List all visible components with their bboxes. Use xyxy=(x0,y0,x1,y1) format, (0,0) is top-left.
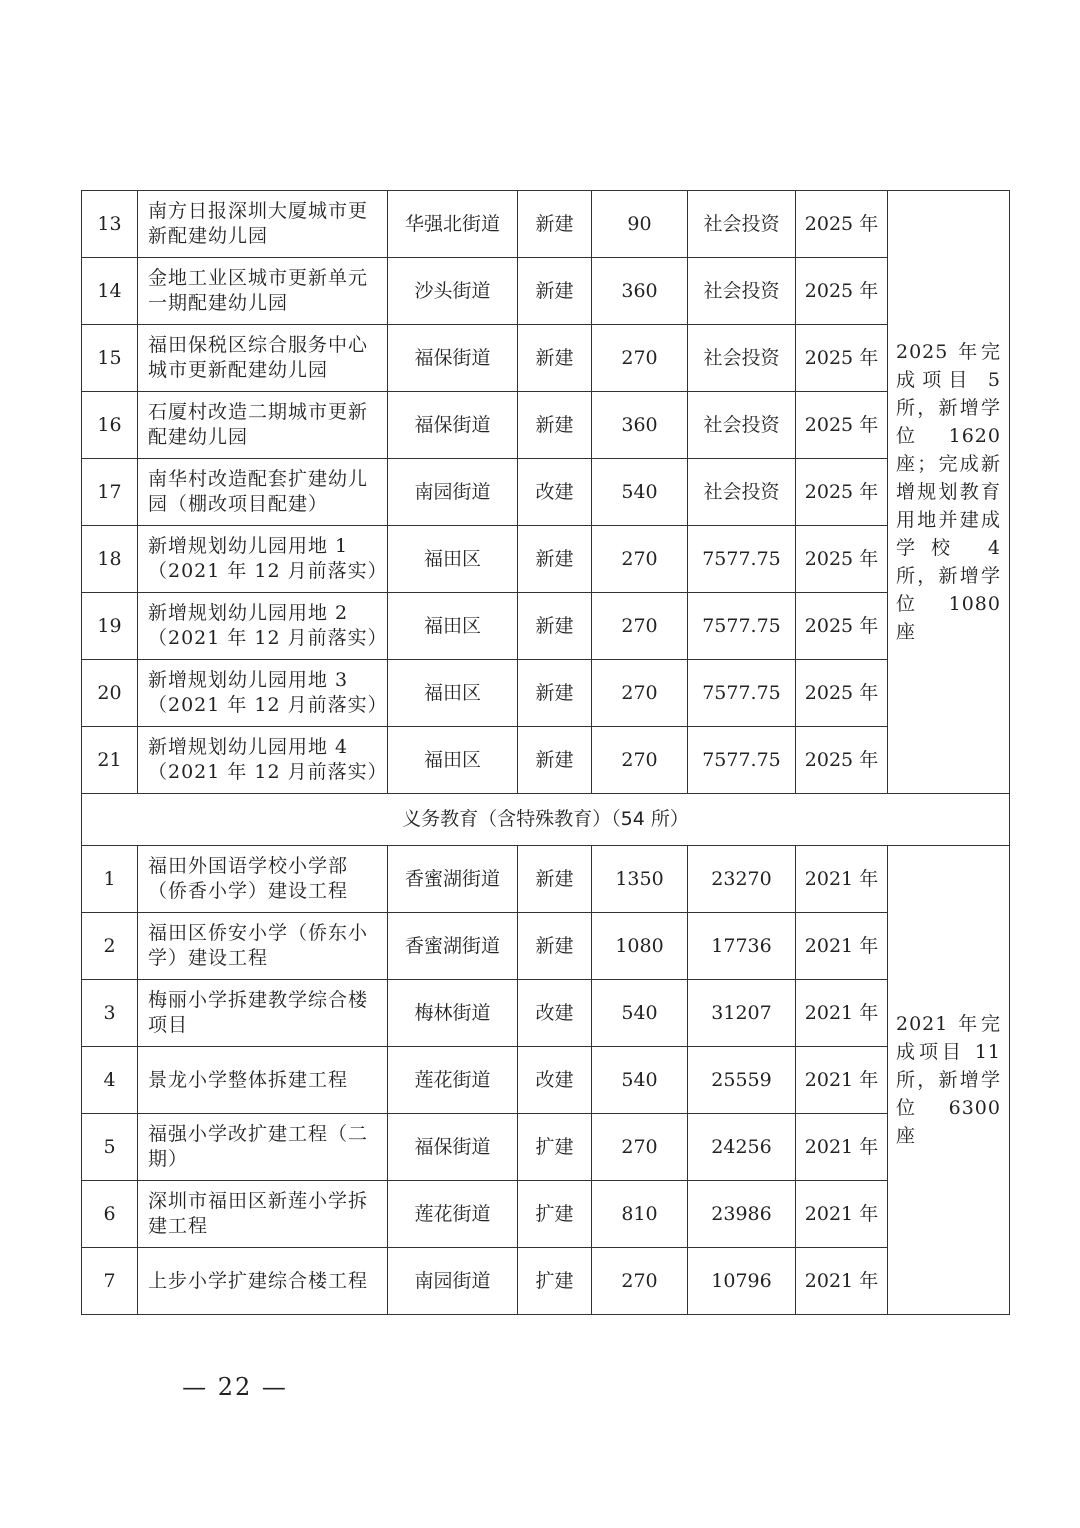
cell-year: 2025 年 xyxy=(796,392,888,459)
cell-type: 新建 xyxy=(518,593,592,660)
cell-street: 南园街道 xyxy=(388,1248,518,1315)
project-table xyxy=(81,190,1010,1315)
cell-type: 新建 xyxy=(518,392,592,459)
table-row xyxy=(82,191,1010,258)
cell-seats: 540 xyxy=(592,980,688,1047)
cell-type: 改建 xyxy=(518,1047,592,1114)
cell-year: 2025 年 xyxy=(796,191,888,258)
cell-year: 2021 年 xyxy=(796,980,888,1047)
cell-area: 17736 xyxy=(688,913,796,980)
table-row xyxy=(82,526,1010,593)
table-row xyxy=(82,459,1010,526)
cell-no: 6 xyxy=(82,1181,138,1248)
cell-name: 石厦村改造二期城市更新配建幼儿园 xyxy=(138,392,388,459)
cell-area: 10796 xyxy=(688,1248,796,1315)
cell-name: 福田外国语学校小学部（侨香小学）建设工程 xyxy=(138,846,388,913)
cell-type: 改建 xyxy=(518,980,592,1047)
table-row xyxy=(82,913,1010,980)
cell-area: 社会投资 xyxy=(688,325,796,392)
cell-street: 梅林街道 xyxy=(388,980,518,1047)
cell-area: 7577.75 xyxy=(688,526,796,593)
cell-no: 18 xyxy=(82,526,138,593)
cell-seats: 270 xyxy=(592,727,688,794)
cell-street: 华强北街道 xyxy=(388,191,518,258)
cell-no: 5 xyxy=(82,1114,138,1181)
page-number: — 22 — xyxy=(182,1373,288,1401)
cell-street: 福保街道 xyxy=(388,1114,518,1181)
table-row xyxy=(82,1114,1010,1181)
cell-area: 7577.75 xyxy=(688,660,796,727)
table-row xyxy=(82,593,1010,660)
cell-type: 扩建 xyxy=(518,1248,592,1315)
cell-no: 19 xyxy=(82,593,138,660)
cell-street: 莲花街道 xyxy=(388,1181,518,1248)
cell-year: 2021 年 xyxy=(796,913,888,980)
cell-area: 25559 xyxy=(688,1047,796,1114)
cell-no: 21 xyxy=(82,727,138,794)
cell-seats: 360 xyxy=(592,258,688,325)
cell-type: 新建 xyxy=(518,913,592,980)
cell-type: 新建 xyxy=(518,325,592,392)
cell-no: 2 xyxy=(82,913,138,980)
cell-type: 新建 xyxy=(518,727,592,794)
cell-area: 23270 xyxy=(688,846,796,913)
cell-year: 2021 年 xyxy=(796,846,888,913)
cell-name: 福强小学改扩建工程（二期） xyxy=(138,1114,388,1181)
cell-no: 14 xyxy=(82,258,138,325)
cell-no: 4 xyxy=(82,1047,138,1114)
cell-name: 福田区侨安小学（侨东小学）建设工程 xyxy=(138,913,388,980)
cell-name: 深圳市福田区新莲小学拆建工程 xyxy=(138,1181,388,1248)
cell-name: 新增规划幼儿园用地 3（2021 年 12 月前落实） xyxy=(138,660,388,727)
cell-seats: 270 xyxy=(592,325,688,392)
cell-street: 莲花街道 xyxy=(388,1047,518,1114)
cell-type: 扩建 xyxy=(518,1114,592,1181)
cell-area: 7577.75 xyxy=(688,727,796,794)
cell-seats: 270 xyxy=(592,1248,688,1315)
cell-street: 沙头街道 xyxy=(388,258,518,325)
cell-area: 23986 xyxy=(688,1181,796,1248)
cell-type: 改建 xyxy=(518,459,592,526)
cell-name: 新增规划幼儿园用地 2（2021 年 12 月前落实） xyxy=(138,593,388,660)
cell-street: 福田区 xyxy=(388,660,518,727)
table-row xyxy=(82,1047,1010,1114)
cell-year: 2025 年 xyxy=(796,660,888,727)
cell-name: 新增规划幼儿园用地 1（2021 年 12 月前落实） xyxy=(138,526,388,593)
cell-area: 社会投资 xyxy=(688,459,796,526)
cell-seats: 540 xyxy=(592,459,688,526)
table-row xyxy=(82,392,1010,459)
cell-seats: 270 xyxy=(592,593,688,660)
cell-year: 2025 年 xyxy=(796,459,888,526)
cell-area: 7577.75 xyxy=(688,593,796,660)
cell-no: 20 xyxy=(82,660,138,727)
cell-street: 福田区 xyxy=(388,727,518,794)
cell-name: 梅丽小学拆建教学综合楼项目 xyxy=(138,980,388,1047)
cell-seats: 270 xyxy=(592,660,688,727)
cell-street: 福田区 xyxy=(388,593,518,660)
cell-year: 2025 年 xyxy=(796,258,888,325)
table-row xyxy=(82,660,1010,727)
cell-note: 2025 年完成项目 5 所，新增学位 1620 座；完成新增规划教育用地并建成学校 4 所，新增学位 1080 座 xyxy=(888,191,1010,794)
cell-seats: 540 xyxy=(592,1047,688,1114)
cell-year: 2021 年 xyxy=(796,1047,888,1114)
cell-street: 香蜜湖街道 xyxy=(388,846,518,913)
cell-year: 2021 年 xyxy=(796,1114,888,1181)
cell-year: 2021 年 xyxy=(796,1248,888,1315)
cell-name: 南方日报深圳大厦城市更新配建幼儿园 xyxy=(138,191,388,258)
cell-note: 2021 年完成项目 11 所，新增学位 6300 座 xyxy=(888,846,1010,1315)
cell-type: 新建 xyxy=(518,846,592,913)
cell-area: 社会投资 xyxy=(688,258,796,325)
cell-type: 新建 xyxy=(518,191,592,258)
cell-type: 新建 xyxy=(518,660,592,727)
cell-seats: 270 xyxy=(592,1114,688,1181)
cell-year: 2025 年 xyxy=(796,526,888,593)
cell-seats: 1080 xyxy=(592,913,688,980)
table-row xyxy=(82,727,1010,794)
cell-no: 15 xyxy=(82,325,138,392)
table-row xyxy=(82,1248,1010,1315)
cell-name: 福田保税区综合服务中心城市更新配建幼儿园 xyxy=(138,325,388,392)
cell-name: 新增规划幼儿园用地 4（2021 年 12 月前落实） xyxy=(138,727,388,794)
cell-no: 16 xyxy=(82,392,138,459)
cell-name: 上步小学扩建综合楼工程 xyxy=(138,1248,388,1315)
cell-year: 2025 年 xyxy=(796,593,888,660)
cell-seats: 360 xyxy=(592,392,688,459)
cell-no: 13 xyxy=(82,191,138,258)
cell-no: 3 xyxy=(82,980,138,1047)
cell-no: 1 xyxy=(82,846,138,913)
cell-street: 南园街道 xyxy=(388,459,518,526)
section-row xyxy=(82,794,1010,846)
cell-area: 社会投资 xyxy=(688,191,796,258)
cell-type: 新建 xyxy=(518,258,592,325)
table-row xyxy=(82,258,1010,325)
table-row xyxy=(82,1181,1010,1248)
cell-seats: 810 xyxy=(592,1181,688,1248)
cell-type: 新建 xyxy=(518,526,592,593)
cell-area: 31207 xyxy=(688,980,796,1047)
cell-seats: 270 xyxy=(592,526,688,593)
cell-name: 金地工业区城市更新单元一期配建幼儿园 xyxy=(138,258,388,325)
cell-type: 扩建 xyxy=(518,1181,592,1248)
cell-year: 2025 年 xyxy=(796,727,888,794)
table-row xyxy=(82,846,1010,913)
cell-year: 2025 年 xyxy=(796,325,888,392)
table-row xyxy=(82,980,1010,1047)
cell-no: 7 xyxy=(82,1248,138,1315)
cell-seats: 1350 xyxy=(592,846,688,913)
cell-area: 社会投资 xyxy=(688,392,796,459)
cell-name: 景龙小学整体拆建工程 xyxy=(138,1047,388,1114)
table-row xyxy=(82,325,1010,392)
cell-no: 17 xyxy=(82,459,138,526)
cell-street: 福保街道 xyxy=(388,325,518,392)
cell-street: 福保街道 xyxy=(388,392,518,459)
cell-street: 香蜜湖街道 xyxy=(388,913,518,980)
cell-area: 24256 xyxy=(688,1114,796,1181)
cell-seats: 90 xyxy=(592,191,688,258)
cell-year: 2021 年 xyxy=(796,1181,888,1248)
cell-name: 南华村改造配套扩建幼儿园（棚改项目配建） xyxy=(138,459,388,526)
section-title: 义务教育（含特殊教育）（54 所） xyxy=(82,794,1010,846)
cell-street: 福田区 xyxy=(388,526,518,593)
